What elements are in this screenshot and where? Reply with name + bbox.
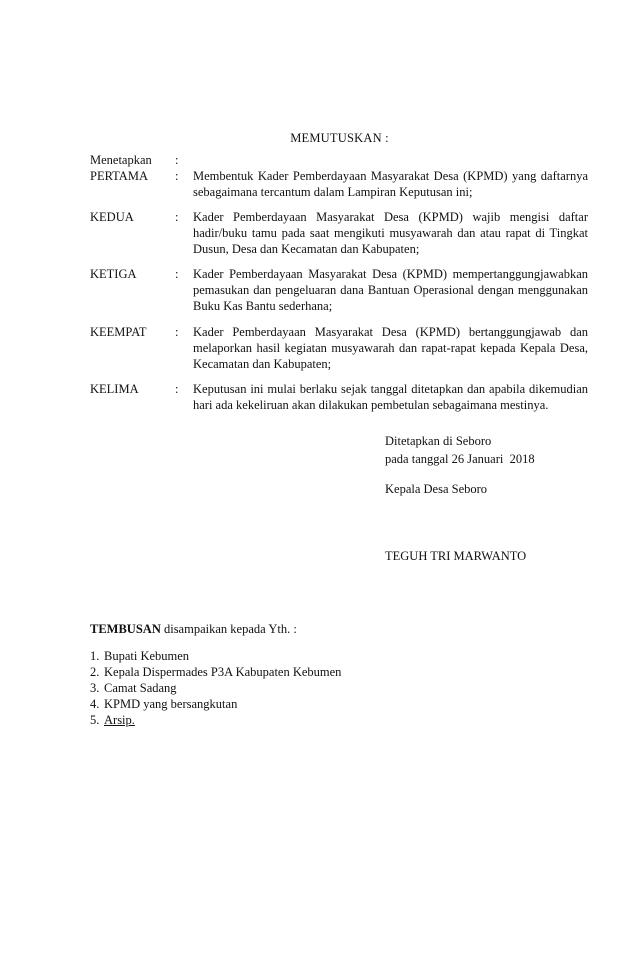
decision-colon: : [175, 382, 179, 396]
decision-text: Membentuk Kader Pemberdayaan Masyarakat Desa (KPMD) yang daftarnya sebagaimana tercantum dalam Lampiran Keputusan ini; [193, 169, 588, 199]
list-item [90, 648, 341, 664]
list-number: 1. [90, 649, 100, 663]
list-text: Kepala Dispermades P3A Kabupaten Kebumen [104, 665, 342, 679]
decision-label: KEEMPAT [90, 325, 147, 339]
list-item [90, 696, 341, 712]
tembusan-rest: disampaikan kepada Yth. : [160, 622, 297, 636]
signature-name: TEGUH TRI MARWANTO [385, 549, 527, 563]
decision-label: PERTAMA [90, 169, 148, 183]
decision-label: KETIGA [90, 267, 137, 281]
list-number: 2. [90, 665, 100, 679]
decision-colon: : [175, 169, 179, 183]
menetapkan-colon: : [175, 153, 179, 167]
decision-label: KELIMA [90, 382, 139, 396]
tembusan-list [90, 648, 341, 728]
list-item [90, 712, 341, 728]
signature-place: Ditetapkan di Seboro [385, 434, 492, 448]
list-number: 5. [90, 713, 100, 727]
list-item [90, 664, 341, 680]
list-number: 4. [90, 697, 100, 711]
decision-text: Kader Pemberdayaan Masyarakat Desa (KPMD) wajib mengisi daftar hadir/buku tamu pada saat mengikuti musyawarah dan atau rapat di Tingkat Dusun, Desa dan Kecamatan dan Kabupaten; [193, 210, 588, 256]
decision-colon: : [175, 325, 179, 339]
signature-position: Kepala Desa Seboro [385, 482, 488, 496]
decision-text: Kader Pemberdayaan Masyarakat Desa (KPMD) bertanggungjawab dan melaporkan hasil kegiatan musyawarah dan rapat-rapat kepada Kepala Desa, Kecamatan dan Kabupaten; [193, 325, 588, 371]
decision-text: Keputusan ini mulai berlaku sejak tanggal ditetapkan dan apabila dikemudian hari ada kekeliruan akan dilakukan pembetulan sebagaimana mestinya. [193, 382, 588, 412]
menetapkan-label: Menetapkan [90, 153, 152, 167]
list-text: Arsip. [104, 713, 135, 727]
signature-date: pada tanggal 26 Januari 2018 [385, 452, 535, 466]
decision-colon: : [175, 267, 179, 281]
list-text: KPMD yang bersangkutan [104, 697, 238, 711]
decision-label: KEDUA [90, 210, 134, 224]
decision-colon: : [175, 210, 179, 224]
list-item [90, 680, 341, 696]
list-text: Camat Sadang [104, 681, 177, 695]
tembusan-heading [90, 621, 297, 637]
document-heading: MEMUTUSKAN : [290, 131, 389, 145]
decision-text: Kader Pemberdayaan Masyarakat Desa (KPMD) mempertanggungjawabkan pemasukan dan pengeluaran dana Bantuan Operasional dengan menggunakan Buku Kas Bantu sederhana; [193, 267, 588, 313]
list-number: 3. [90, 681, 100, 695]
list-text: Bupati Kebumen [104, 649, 190, 663]
tembusan-bold: TEMBUSAN [90, 622, 161, 636]
